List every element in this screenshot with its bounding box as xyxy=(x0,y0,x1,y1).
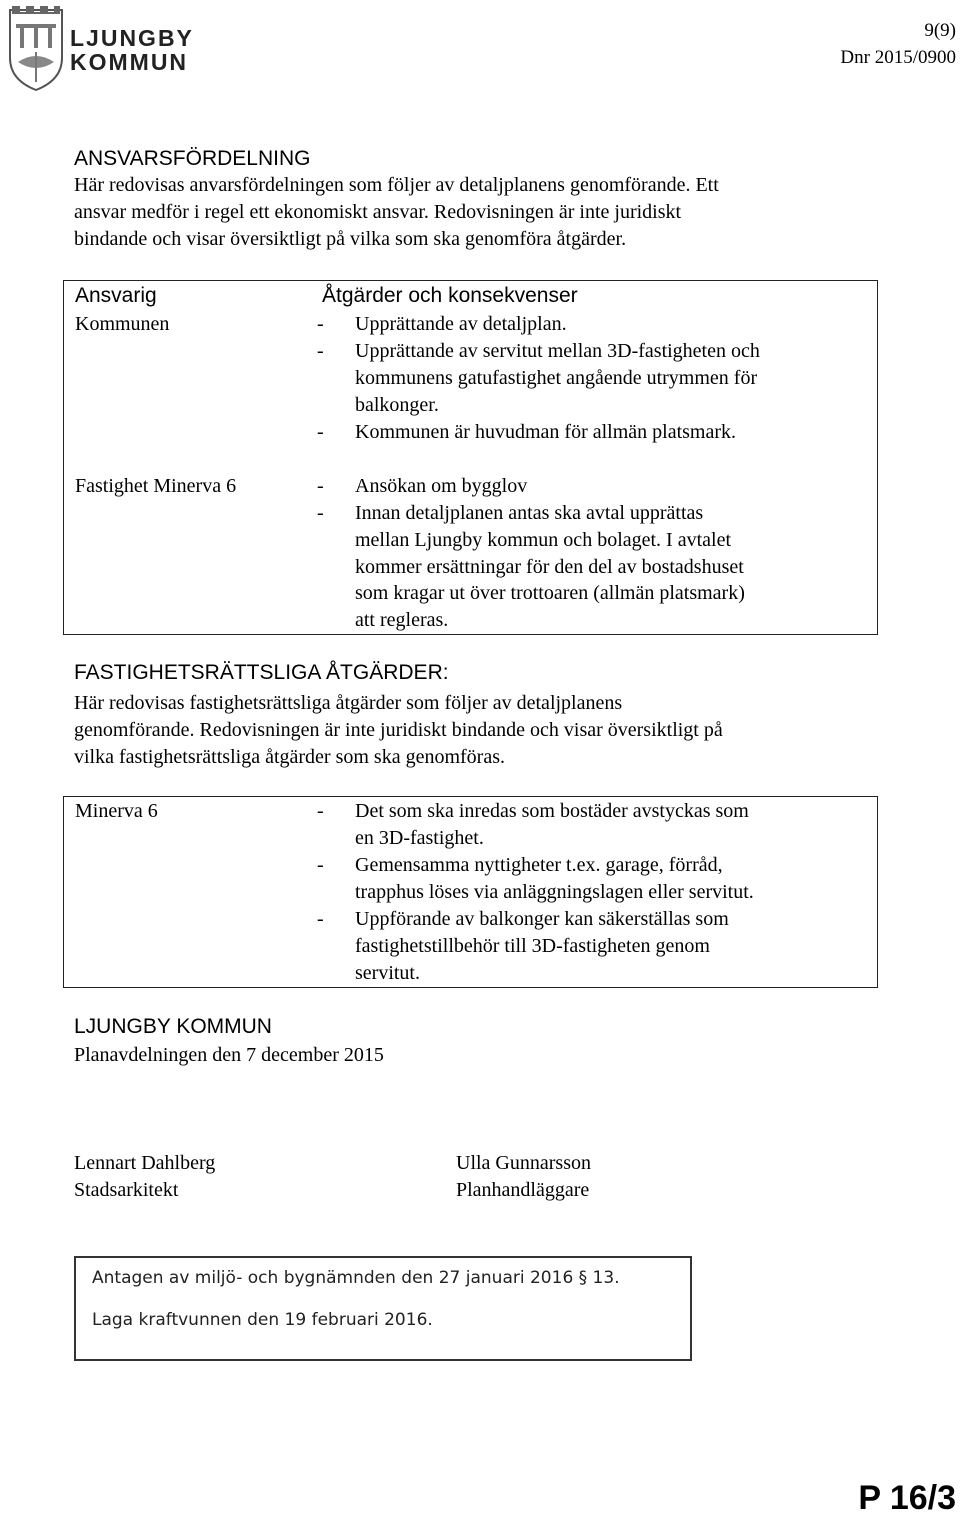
dept-date: Planavdelningen den 7 december 2015 xyxy=(74,1044,384,1066)
action-item xyxy=(317,473,875,500)
measure-item xyxy=(317,798,875,852)
signatory-1 xyxy=(74,1150,215,1204)
bullet-dash: - xyxy=(317,908,324,930)
section-heading-ansvar: ANSVARSFÖRDELNING xyxy=(74,147,311,170)
coat-of-arms-icon xyxy=(4,2,68,92)
bullet-dash: - xyxy=(317,421,324,443)
measure-line: Det som ska inredas som bostäder avstyckas som xyxy=(355,800,749,822)
bullet-dash: - xyxy=(317,475,324,497)
signatory-title: Stadsarkitekt xyxy=(74,1178,179,1201)
ansvar-intro xyxy=(74,172,894,252)
action-item xyxy=(317,500,875,634)
action-line: Kommunen är huvudman för allmän platsmark. xyxy=(355,421,737,443)
bullet-dash: - xyxy=(317,502,324,524)
bullet-dash: - xyxy=(317,800,324,822)
property-measures-table xyxy=(63,796,878,988)
org-name: LJUNGBY KOMMUN xyxy=(74,1015,272,1038)
intro-line: Här redovisas anvarsfördelningen som följer av detaljplanens genomförande. Ett xyxy=(74,174,719,196)
signatory-name: Lennart Dahlberg xyxy=(74,1152,216,1174)
measure-line: trapphus löses via anläggningslagen eller servitut. xyxy=(355,880,754,903)
signatory-name: Ulla Gunnarsson xyxy=(456,1152,591,1174)
stamp-adopted: Antagen av miljö- och bygnämnden den 27 januari 2016 § 13. xyxy=(92,1268,620,1288)
measure-line: servitut. xyxy=(355,961,420,984)
measure-item xyxy=(317,906,875,986)
signatory-2 xyxy=(456,1150,591,1204)
fastighet-intro xyxy=(74,690,894,770)
measure-line: fastighetstillbehör till 3D-fastigheten genom xyxy=(355,934,710,957)
bullet-dash: - xyxy=(317,340,324,362)
bullet-dash: - xyxy=(317,854,324,876)
measure-line: Uppförande av balkonger kan säkerställas som xyxy=(355,908,729,930)
measure-line: en 3D-fastighet. xyxy=(355,826,484,849)
intro-line: vilka fastighetsrättsliga åtgärder som ska genomföras. xyxy=(74,745,505,768)
measure-line: Gemensamma nyttigheter t.ex. garage, förråd, xyxy=(355,854,723,876)
col-header-responsible: Ansvarig xyxy=(75,284,157,307)
action-line: Ansökan om bygglov xyxy=(355,475,528,497)
action-item xyxy=(317,311,875,338)
logo-line-2: KOMMUN xyxy=(70,49,189,75)
action-line: att regleras. xyxy=(355,609,449,632)
responsibility-table xyxy=(63,280,878,635)
signatory-title: Planhandläggare xyxy=(456,1178,590,1201)
party-minerva: Fastighet Minerva 6 xyxy=(75,475,237,497)
intro-line: bindande och visar översiktligt på vilka som ska genomföra åtgärder. xyxy=(74,227,627,250)
action-line: kommunens gatufastighet angående utrymmen för xyxy=(355,366,758,389)
action-line: mellan Ljungby kommun och bolaget. I avtalet xyxy=(355,528,732,551)
bullet-dash: - xyxy=(317,313,324,335)
action-line: Upprättande av detaljplan. xyxy=(355,313,567,335)
action-line: som kragar ut över trottoaren (allmän platsmark) xyxy=(355,582,745,605)
stamp-legal-force: Laga kraftvunnen den 19 februari 2016. xyxy=(92,1310,433,1330)
measure-item xyxy=(317,852,875,906)
action-line: kommer ersättningar för den del av bostadshuset xyxy=(355,555,744,578)
action-line: Innan detaljplanen antas ska avtal upprättas xyxy=(355,502,704,524)
col-header-actions: Åtgärder och konsekvenser xyxy=(322,284,578,307)
party-minerva-6: Minerva 6 xyxy=(75,800,158,822)
party-kommunen: Kommunen xyxy=(75,313,170,335)
intro-line: Här redovisas fastighetsrättsliga åtgärder som följer av detaljplanens xyxy=(74,692,623,714)
document-label: P 16/3 xyxy=(858,1479,956,1517)
adoption-stamp xyxy=(74,1256,692,1361)
section-heading-fastighet: FASTIGHETSRÄTTSLIGA ÅTGÄRDER: xyxy=(74,661,449,684)
intro-line: genomförande. Redovisningen är inte juridiskt bindande och visar översiktligt på xyxy=(74,718,723,741)
logo-line-1: LJUNGBY xyxy=(70,25,194,51)
action-item xyxy=(317,338,875,418)
intro-line: ansvar medför i regel ett ekonomiskt ansvar. Redovisningen är inte juridiskt xyxy=(74,200,682,223)
action-line: Upprättande av servitut mellan 3D-fastigheten och xyxy=(355,340,760,362)
logo-wordmark xyxy=(70,26,194,74)
page-number: 9(9) xyxy=(924,20,956,41)
diary-number: Dnr 2015/0900 xyxy=(840,47,956,68)
action-line: balkonger. xyxy=(355,393,439,416)
action-item xyxy=(317,419,875,446)
